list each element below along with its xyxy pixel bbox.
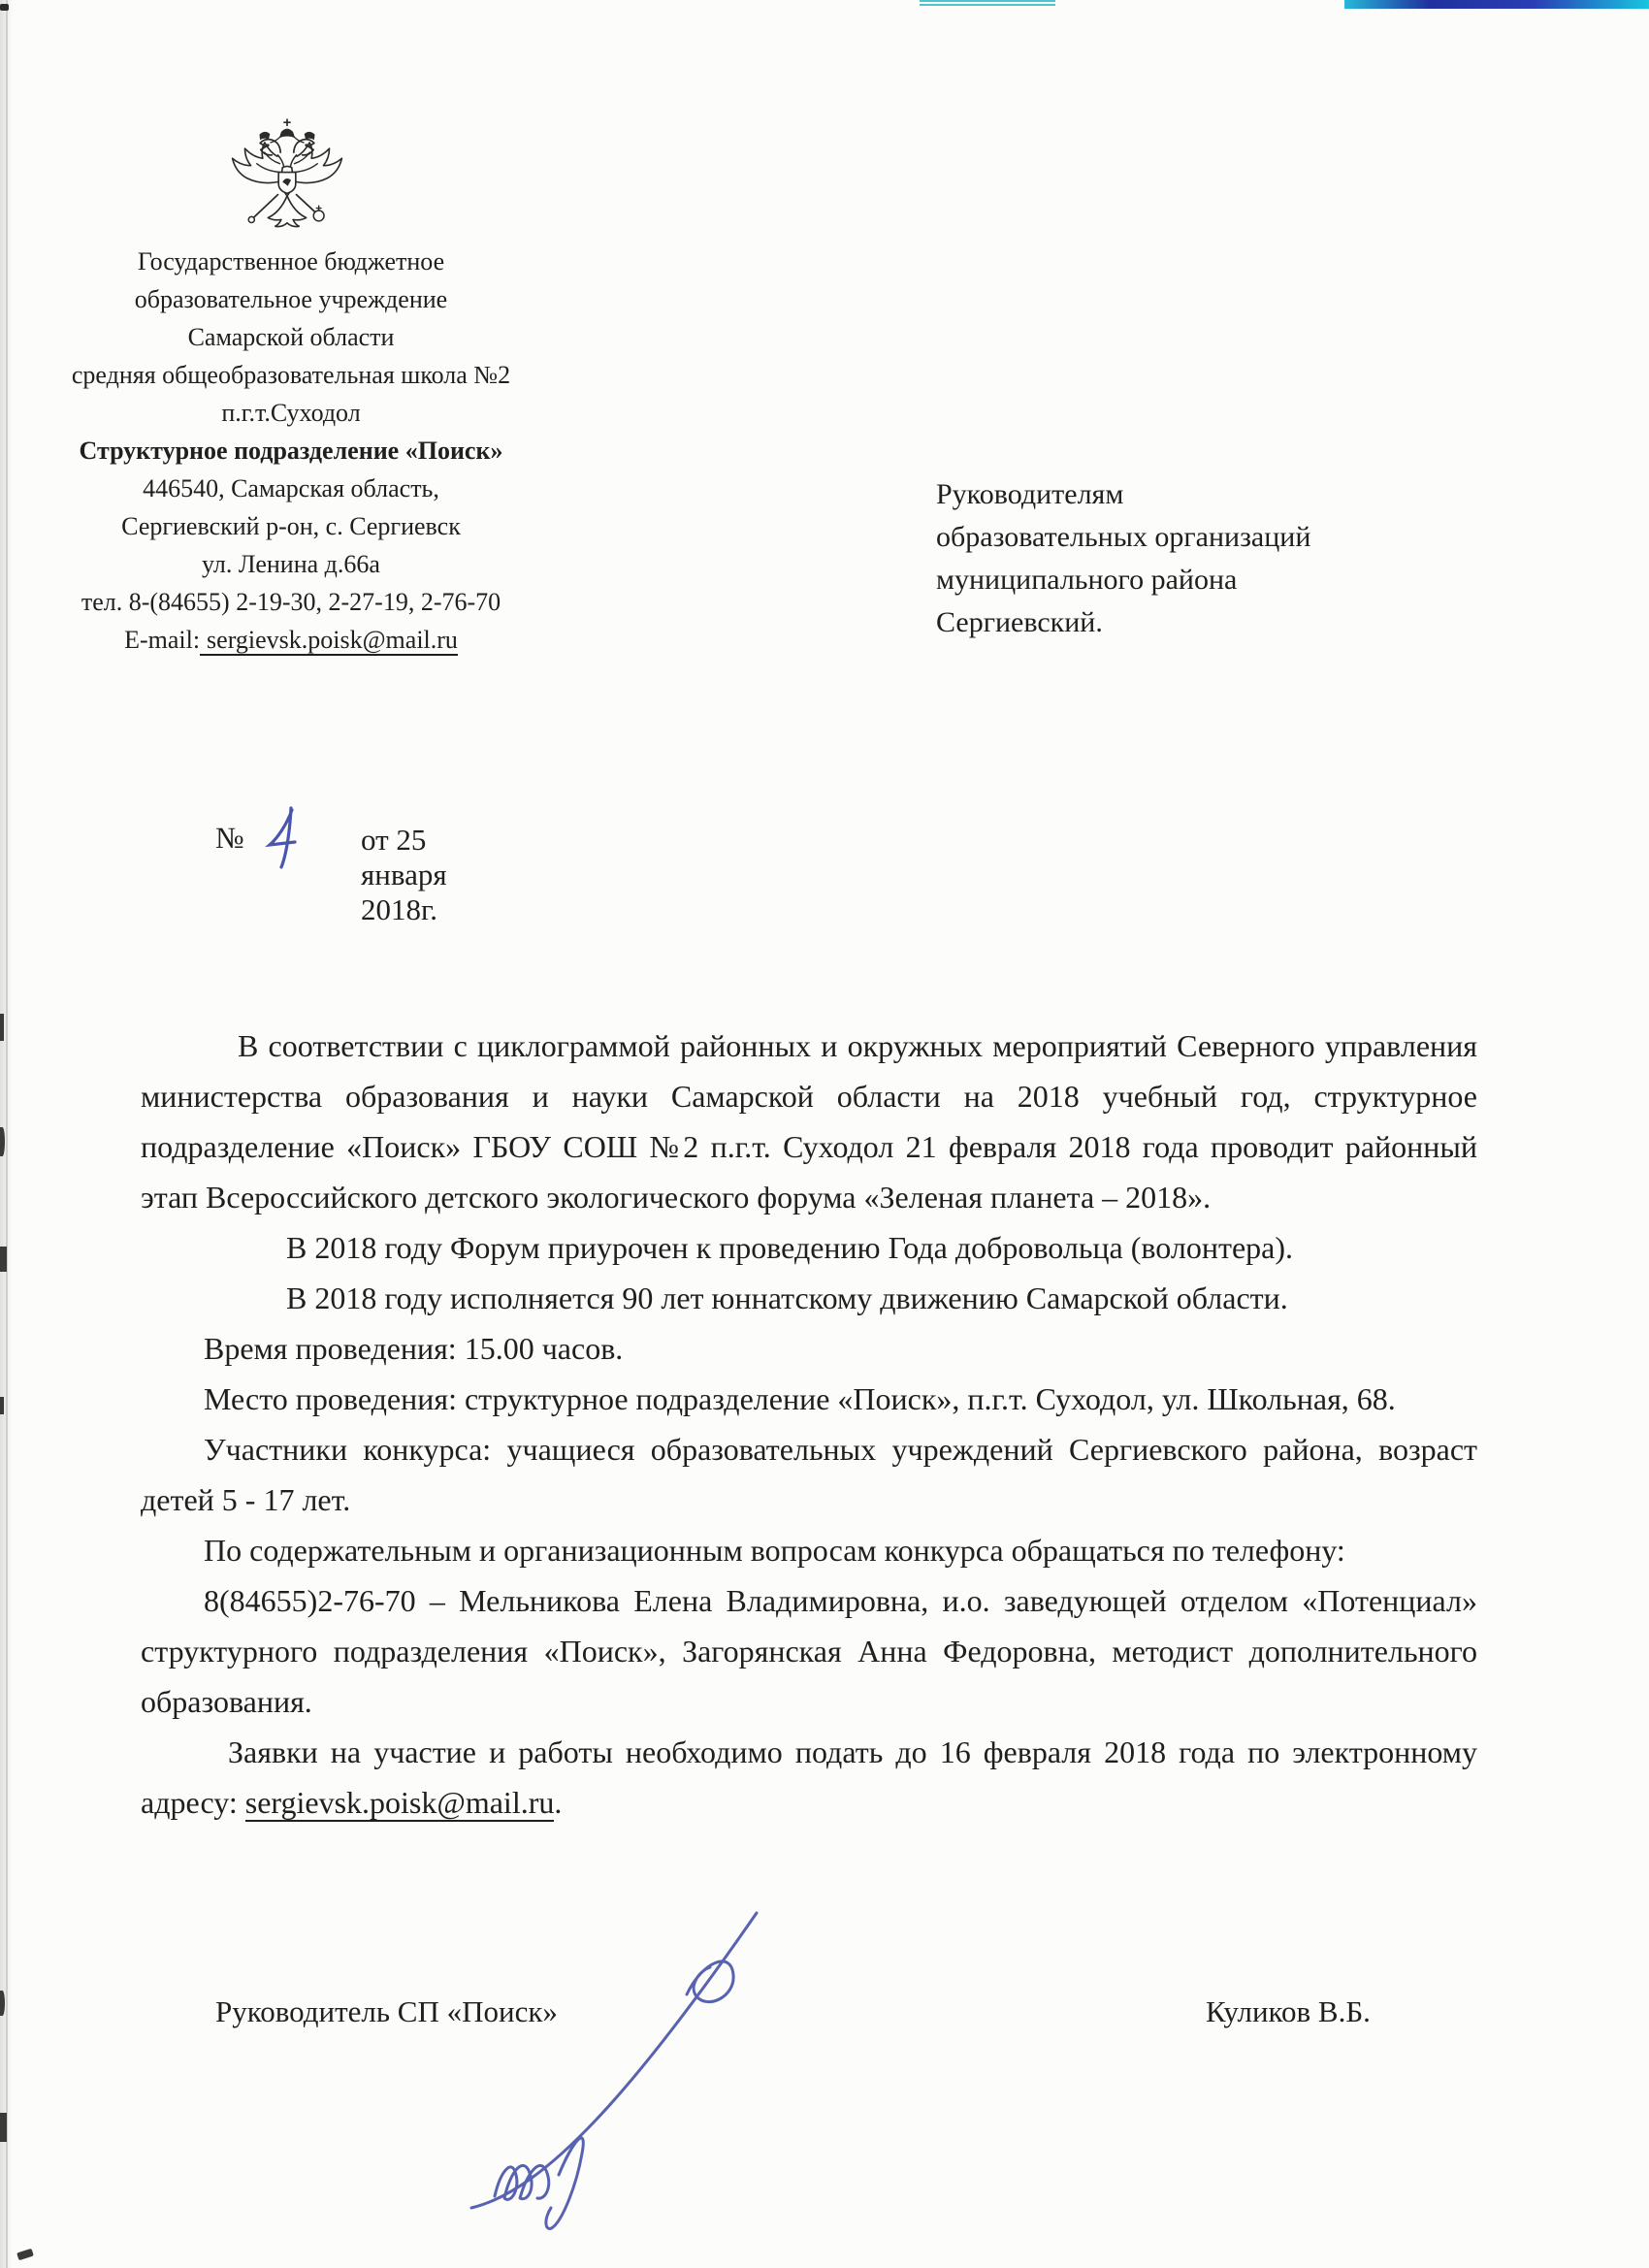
scan-edge-mark	[0, 1397, 4, 1414]
signature-ink	[464, 1884, 784, 2233]
body-paragraph: Место проведения: структурное подразделение «Поиск», п.г.т. Суходол, ул. Школьная, 68.	[204, 1381, 1396, 1416]
body-text: .	[554, 1785, 563, 1820]
scan-edge-mark	[16, 2249, 34, 2261]
paper-edge-line	[6, 0, 8, 2268]
handwritten-number	[262, 805, 303, 871]
letterhead-org-line: образовательное учреждение	[134, 285, 448, 313]
email-label: E-mail:	[124, 626, 201, 654]
body-paragraph: По содержательным и организационным вопросам конкурса обращаться по телефону:	[204, 1533, 1345, 1568]
addressee-line: Руководителям	[936, 478, 1124, 510]
body-paragraph	[141, 1727, 1477, 1828]
body-paragraph: Участники конкурса: учащиеся образовательных учреждений Сергиевского района, возраст детей 5 - 17 лет.	[141, 1432, 1477, 1517]
letterhead-address-line: Сергиевский р-он, с. Сергиевск	[121, 512, 461, 540]
body-paragraph: 8(84655)2-76-70 – Мельникова Елена Владимировна, и.о. заведующей отделом «Потенциал» структурного подразделения «Поиск», Загорянская Анна Федоровна, методист дополнительного образования.	[141, 1583, 1477, 1719]
scan-edge-mark	[0, 1127, 5, 1156]
body-paragraph: В 2018 году исполняется 90 лет юннатскому движению Самарской области.	[286, 1280, 1288, 1315]
addressee-line: образовательных организаций	[936, 521, 1311, 553]
addressee-line: Сергиевский.	[936, 606, 1103, 638]
letterhead-address-line: ул. Ленина д.66а	[202, 550, 380, 578]
coat-of-arms-eagle-icon	[221, 116, 353, 243]
date-text: от 25 января 2018г.	[361, 823, 447, 926]
letterhead-org-line: средняя общеобразовательная школа №2	[71, 361, 511, 389]
letter-body	[141, 1021, 1477, 1828]
signer-title: Руководитель СП «Поиск»	[215, 1994, 558, 2028]
addressee-line: муниципального района	[936, 564, 1238, 596]
signer-name: Куликов В.Б.	[1206, 1994, 1371, 2028]
letterhead-email: sergievsk.poisk@mail.ru	[200, 626, 458, 656]
letterhead-org-line: Самарской области	[187, 323, 395, 351]
body-paragraph: Время проведения: 15.00 часов.	[204, 1331, 624, 1366]
scan-edge-mark	[0, 1014, 4, 1041]
letterhead-org-line: Государственное бюджетное	[137, 247, 445, 275]
letterhead-email-line	[39, 621, 543, 659]
letterhead-division: Структурное подразделение «Поиск»	[79, 437, 503, 465]
scan-edge-mark	[0, 1991, 5, 2016]
number-label: №	[215, 821, 244, 855]
letterhead-phone: тел. 8-(84655) 2-19-30, 2-27-19, 2-76-70	[81, 588, 501, 616]
letterhead-org-line: п.г.т.Суходол	[221, 399, 361, 427]
scan-artifact-teal-strip	[920, 0, 1055, 6]
body-email: sergievsk.poisk@mail.ru	[244, 1785, 555, 1820]
body-text: Заявки на участие и работы необходимо подать до 16 февраля 2018 года по электронному адресу:	[141, 1734, 1477, 1820]
addressee-block	[936, 473, 1479, 644]
letterhead-address-line: 446540, Самарская область,	[143, 474, 439, 502]
scan-edge-mark	[0, 2113, 7, 2142]
body-paragraph: В соответствии с циклограммой районных и окружных мероприятий Северного управления министерства образования и науки Самарской области на 2018 учебный год, структурное подразделение «Поиск» ГБОУ СОШ №2 п.г.т. Суходол 21 февраля 2018 года проводит районный этап Всероссийского детского экологического форума «Зеленая планета – 2018».	[141, 1028, 1477, 1215]
letterhead	[39, 243, 543, 659]
scan-edge-mark	[0, 1247, 7, 1272]
body-paragraph: В 2018 году Форум приурочен к проведению Года добровольца (волонтера).	[286, 1230, 1294, 1265]
scan-corner-mark	[0, 4, 9, 11]
scan-artifact-navy-strip	[1344, 0, 1649, 9]
